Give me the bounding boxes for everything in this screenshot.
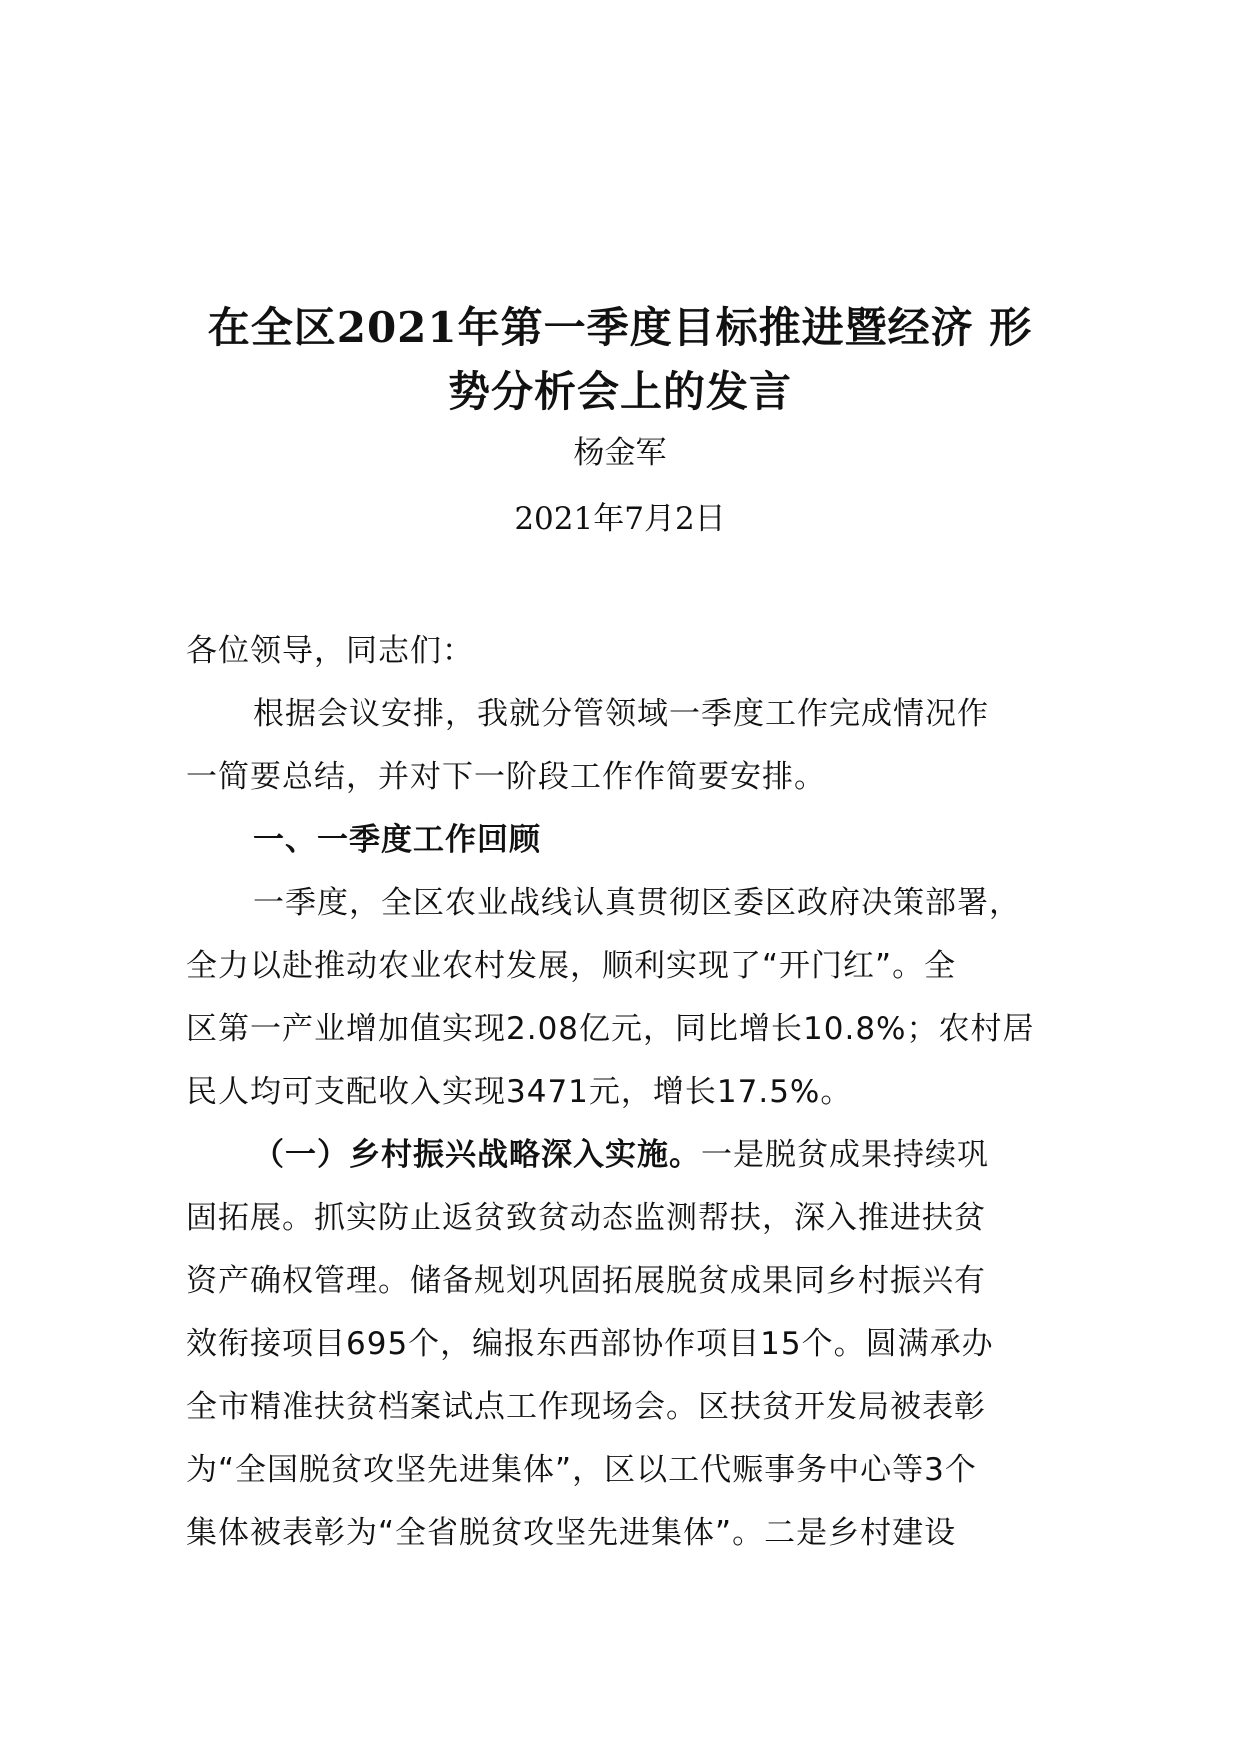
- paragraph-line: 一简要总结，并对下一阶段工作作简要安排。: [186, 759, 826, 795]
- paragraph-line: 全市精准扶贫档案试点工作现场会。区扶贫开发局被表彰: [186, 1389, 986, 1425]
- paragraph-line: 资产确权管理。储备规划巩固拓展脱贫成果同乡村振兴有: [186, 1263, 986, 1299]
- paragraph-line: 一季度，全区农业战线认真贯彻区委区政府决策部署，: [253, 885, 1021, 921]
- document-title-line-2: 势分析会上的发言: [447, 367, 792, 416]
- subsection-heading: （一）乡村振兴战略深入实施。: [253, 1137, 701, 1173]
- paragraph-line: 固拓展。抓实防止返贫致贫动态监测帮扶，深入推进扶贫: [186, 1200, 986, 1236]
- document-title-line-1: 在全区2021年第一季度目标推进暨经济 形: [207, 303, 1033, 352]
- paragraph-text: 一是脱贫成果持续巩: [701, 1137, 989, 1173]
- paragraph-line: 根据会议安排，我就分管领域一季度工作完成情况作: [253, 696, 989, 732]
- paragraph-line: [253, 1133, 989, 1177]
- paragraph-line: 区第一产业增加值实现2.08亿元，同比增长10.8%；农村居: [186, 1011, 1035, 1047]
- author-name: 杨金军: [573, 435, 667, 471]
- paragraph-line: 全力以赴推动农业农村发展，顺利实现了“开门红”。全: [186, 948, 957, 984]
- paragraph-line: 民人均可支配收入实现3471元，增长17.5%。: [186, 1074, 853, 1110]
- paragraph-line: 为“全国脱贫攻坚先进集体”，区以工代赈事务中心等3个: [186, 1452, 977, 1488]
- paragraph-line: 效衔接项目695个，编报东西部协作项目15个。圆满承办: [186, 1326, 994, 1362]
- speech-date: 2021年7月2日: [514, 501, 726, 537]
- paragraph-line: 集体被表彰为“全省脱贫攻坚先进集体”。二是乡村建设: [186, 1515, 957, 1551]
- section-heading: 一、一季度工作回顾: [253, 822, 541, 858]
- salutation: 各位领导，同志们：: [186, 633, 474, 669]
